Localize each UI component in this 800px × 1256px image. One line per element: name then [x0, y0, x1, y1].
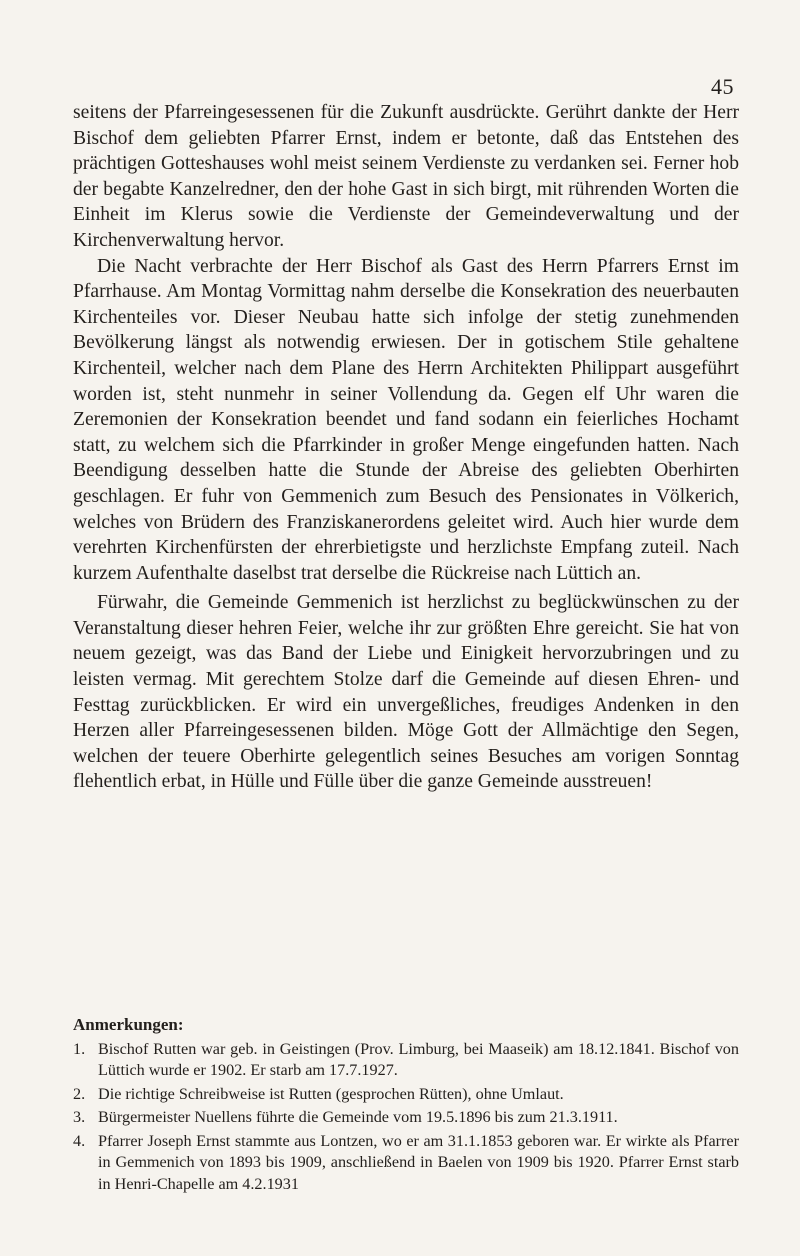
footnote-text: Bischof Rutten war geb. in Geistingen (Prov. Limburg, bei Maaseik) am 18.12.1841. Bischof von Lüttich wurde er 1902. Er starb am 17.7.1927.: [98, 1039, 739, 1079]
footnote-item: [73, 1131, 739, 1196]
footnote-number: 1.: [73, 1039, 86, 1058]
footnotes: [73, 1014, 739, 1197]
paragraph-consecration: Die Nacht verbrachte der Herr Bischof als Gast des Herrn Pfarrers Ernst im Pfarrhause. Am Montag Vormittag nahm derselbe die Konsekration des neuerbauten Kirchenteiles vor. Dieser Neubau hatte sich infolge der stetig zunehmenden Bevölkerung längst als notwendig erwiesen. Der in gotischem Stile gehaltene Kirchenteil, welcher nach dem Plane des Herrn Architekten Philippart ausgeführt worden ist, steht nunmehr in seiner Vollendung da. Gegen elf Uhr waren die Zeremonien der Konsekration beendet und fand sodann ein feierliches Hochamt statt, zu welchem sich die Pfarrkinder in großer Menge eingefunden hatten. Nach Beendigung desselben hatte die Stunde der Abreise des geliebten Oberhirten geschlagen. Er fuhr von Gemmenich zum Besuch des Pensionates in Völkerich, welches von Brüdern des Franziskanerordens geleitet wird. Auch hier wurde dem verehrten Kirchenfürsten der ehrerbietigste und herzlichste Empfang zuteil. Nach kurzem Aufenthalte daselbst trat derselbe die Rückreise nach Lüttich an.: [73, 255, 739, 584]
footnote-number: 2.: [73, 1084, 86, 1103]
paragraph-closing: Fürwahr, die Gemeinde Gemmenich ist herzlichst zu beglückwünschen zu der Veranstaltung dieser hehren Feier, welche ihr zur größten Ehre gereicht. Sie hat von neuem gezeigt, was das Band der Liebe und Einigkeit hervorzubringen und zu leisten vermag. Mit gerechtem Stolze darf die Gemeinde auf diesen Ehren- und Festtag zurückblicken. Er wird ein unvergeßliches, freudiges Andenken in den Herzen aller Pfarreingesessenen bilden. Möge Gott der Allmächtige den Segen, welchen der teuere Oberhirte gelegentlich seines Besuches am vorigen Sonntag flehentlich erbat, in Hülle und Fülle über die ganze Gemeinde ausstreuen!: [73, 592, 739, 793]
page-number: 45: [711, 74, 734, 99]
footnote-text: Pfarrer Joseph Ernst stammte aus Lontzen, wo er am 31.1.1853 geboren war. Er wirkte als Pfarrer in Gemmenich von 1893 bis 1909, anschließend in Baelen von 1909 bis 1920. Pfarrer Ernst starb in Henri-Chapelle am 4.2.1931: [98, 1131, 739, 1193]
footnote-number: 3.: [73, 1108, 86, 1126]
footnote-item: [73, 1039, 739, 1082]
footnote-text: Die richtige Schreibweise ist Rutten (gesprochen Rütten), ohne Umlaut.: [98, 1084, 564, 1103]
footnote-number: 4.: [73, 1131, 86, 1150]
footnote-text: Bürgermeister Nuellens führte die Gemeinde vom 19.5.1896 bis zum 21.3.1911.: [98, 1108, 618, 1126]
paragraph-continuation: seitens der Pfarreingesessenen für die Zukunft ausdrückte. Gerührt dankte der Herr Bischof dem geliebten Pfarrer Ernst, indem er betonte, daß das Entstehen des prächtigen Gotteshauses wohl meist seinem Verdienste zu verdanken sei. Ferner hob der begabte Kanzelredner, den der hohe Gast in sich birgt, mit rührenden Worten die Einheit im Klerus sowie die Verdienste der Gemeindeverwaltung und der Kirchenverwaltung hervor.: [73, 102, 739, 251]
footnote-item: [73, 1084, 739, 1106]
footnote-item: [73, 1107, 739, 1129]
footnotes-heading: Anmerkungen:: [73, 1015, 184, 1034]
body-text: [73, 100, 739, 795]
footnote-list: [73, 1039, 739, 1196]
